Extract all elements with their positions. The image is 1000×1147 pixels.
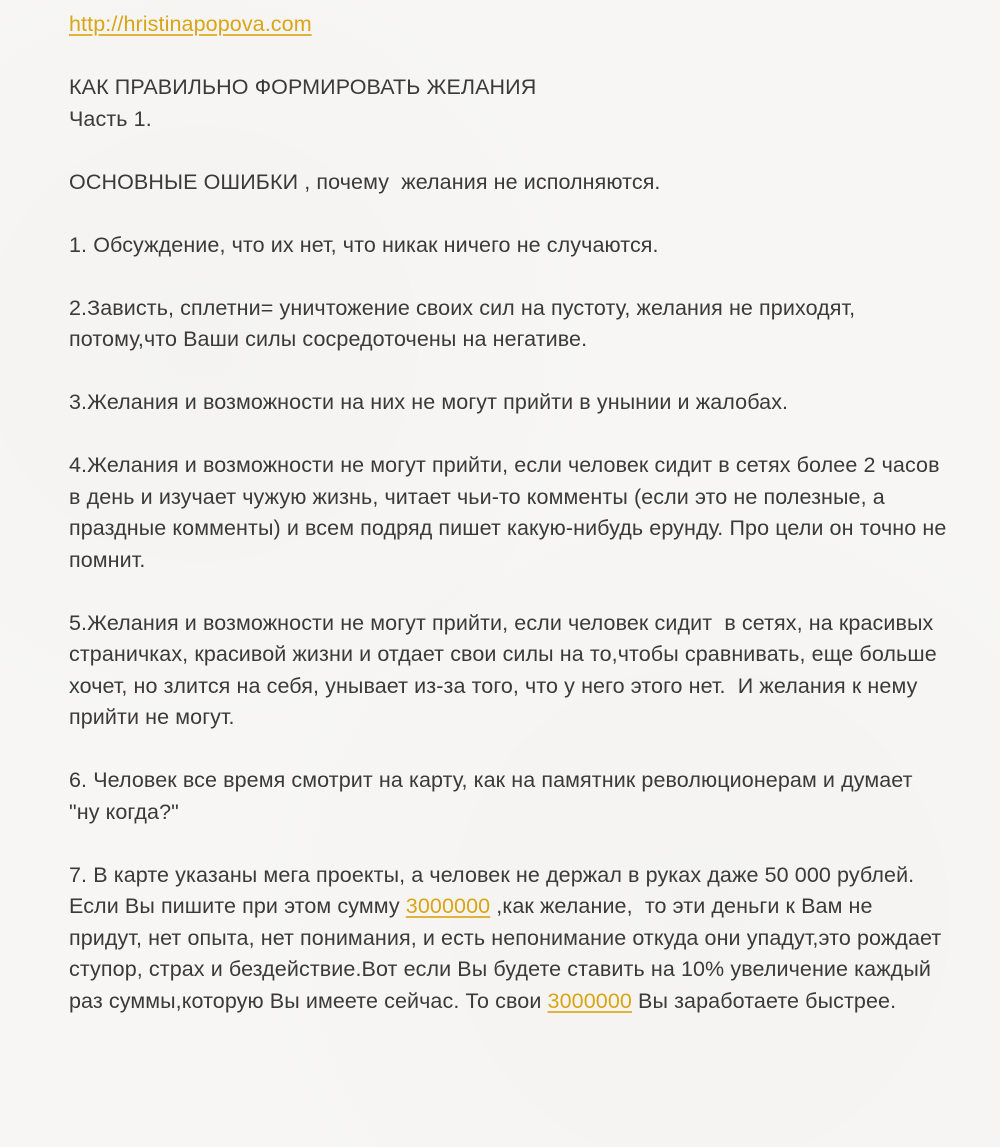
list-item-1: 1. Обсуждение, что их нет, что никак ничего не случаются. xyxy=(69,232,659,257)
note-title: КАК ПРАВИЛЬНО ФОРМИРОВАТЬ ЖЕЛАНИЯ xyxy=(69,75,537,99)
list-item-5: 5.Желания и возможности не могут прийти, если человек сидит в сетях, на красивых страничках, красивой жизни и отдает свои силы на то,чтобы сравнивать, еще больше хочет, но злится на себя, унывает из-за того, что у него этого нет. И желания к нему прийти не могут. xyxy=(69,610,943,729)
list-item-7 xyxy=(69,860,949,1018)
list-item-6: 6. Человек все время смотрит на карту, как на памятник революционерам и думает "ну когда?" xyxy=(69,768,919,824)
item7-text-part1: 7. В карте указаны мега проекты, а человек не держал в руках даже 50 000 рублей. Если Вы пишите при этом сумму xyxy=(69,862,921,918)
item7-text-part2: ,как желание, то эти деньги к Вам не придут, нет опыта, нет понимания, и есть непонимание откуда они упадут,это рождает ступор, страх и бездействие.Вот если Вы будете ставить на 10% увеличение каждый раз суммы,которую Вы имеете сейчас. То свои xyxy=(69,894,948,1013)
list-item-4: 4.Желания и возможности не могут прийти, если человек сидит в сетях более 2 часов в день и изучает чужую жизнь, читает чьи-то комменты (если это не полезные, а праздные комменты) и всем подряд пишет какую-нибудь ерунду. Про цели он точно не помнит. xyxy=(69,453,953,572)
list-item-3: 3.Желания и возможности на них не могут прийти в унынии и жалобах. xyxy=(69,390,789,414)
intro-heading: ОСНОВНЫЕ ОШИБКИ , почему желания не исполняются. xyxy=(69,169,661,194)
site-link-line xyxy=(69,9,949,41)
note-subtitle: Часть 1. xyxy=(69,106,152,131)
site-link[interactable]: http://hristinapopova.com xyxy=(69,12,312,36)
amount-link-1[interactable]: 3000000 xyxy=(405,894,491,918)
item7-text-part3: Вы заработаете быстрее. xyxy=(631,988,897,1013)
note-body xyxy=(69,9,953,1049)
amount-link-2[interactable]: 3000000 xyxy=(547,988,632,1013)
list-item-2: 2.Зависть, сплетни= уничтожение своих сил на пустоту, желания не приходят, потому,что Ваши силы сосредоточены на негативе. xyxy=(69,295,862,351)
